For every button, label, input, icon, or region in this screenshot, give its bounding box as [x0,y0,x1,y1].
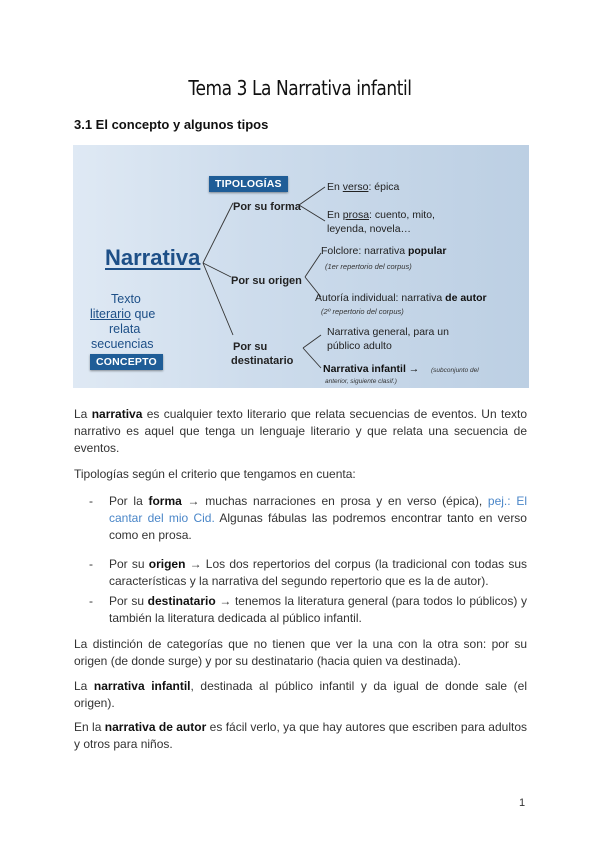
infantil-note-2: anterior, siguiente clasif.) [325,378,397,385]
concept-text-2 [90,307,155,321]
prosa-a: En [327,209,343,221]
connector-forma [203,203,233,263]
b0-c: → muchas narraciones en prosa y en verso (épica), [181,494,488,508]
general-text-2: público adulto [327,340,392,352]
infantil-a: Narrativa infantil [323,363,406,375]
autoria-note: (2º repertorio del corpus) [321,307,404,316]
paragraph-distincion: La distinción de categorías que no tienen que ver la una con la otra son: por su origen (de donde surge) y por su destinatario (hacia quien va destinada). [74,637,527,668]
p4-c: , destinada al público infantil y da igual de donde sale (el origen). [74,679,528,710]
b0-example: pej.: El cantar del mio Cid. [109,494,528,525]
concept-que: que [131,307,156,321]
infantil-note-1: (subconjunto del [431,367,479,374]
connector-verso [299,187,325,205]
prosa-b: prosa [342,209,370,221]
folclore-a: Folclore: narrativa [321,245,408,257]
bullet-origen-text [109,556,527,590]
destinatario-label-2: destinatario [231,355,294,367]
b2-c: → tenemos la literatura general (para todos lo públicos) y también la literatura dedicada al público infantil. [109,594,528,625]
bullet-forma [89,493,527,544]
folclore-text [321,245,446,257]
connector-prosa [299,205,325,221]
section-heading: 3.1 El concepto y algunos tipos [74,117,269,132]
prosa-text [327,209,435,221]
connector-folclore [305,253,321,277]
origen-label: Por su origen [231,275,302,287]
connector-general [303,335,321,348]
verso-b: verso [342,181,369,193]
concept-text-3: relata [109,322,141,336]
folclore-note: (1er repertorio del corpus) [325,262,412,271]
concept-literario: literario [90,307,131,321]
paragraph-infantil [74,678,527,712]
concept-text-4: secuencias [91,337,154,351]
p1-a: La [74,407,92,421]
p5-a: En la [74,720,105,734]
verso-a: En [327,181,343,193]
concepto-tag: CONCEPTO [90,354,163,370]
b2-a: Por su [109,594,148,608]
p4-b: narrativa infantil [93,679,191,693]
destinatario-label-1: Por su [233,341,268,353]
b1-b: origen [148,557,186,571]
bullet-forma-text [109,493,527,544]
forma-label: Por su forma [233,201,301,213]
b1-a: Por su [109,557,149,571]
verso-text [327,181,399,193]
bullet-dash: - [89,494,93,508]
p1-b: narrativa [91,407,143,421]
tipologias-tag: TIPOLOGÍAS [209,176,288,192]
bullet-dash: - [89,594,93,608]
paragraph-tipologias: Tipologías según el criterio que tengamos en cuenta: [74,467,356,481]
p4-a: La [74,679,94,693]
paragraph-narrativa [74,406,527,457]
p5-c: es fácil verlo, ya que hay autores que escriben para adultos y otros para niños. [74,720,527,751]
connector-destinatario [203,263,233,335]
bullet-destinatario [89,593,527,627]
autoria-b: de autor [445,292,487,304]
paragraph-autor [74,719,527,753]
prosa-text-2: leyenda, novela… [327,223,412,235]
general-text-1: Narrativa general, para un [327,326,449,338]
p5-b: narrativa de autor [104,720,207,734]
verso-c: : épica [368,181,400,193]
infantil-text [323,363,419,375]
connector-infantil [303,348,321,368]
narrativa-heading: Narrativa [105,245,201,270]
b1-c: → Los dos repertorios del corpus (la tradicional con todas sus características y la narrativa del segundo repertorio que es la de autor). [109,557,528,588]
concept-text-1: Texto [111,292,141,306]
b0-b: forma [148,494,182,508]
narrative-diagram [73,145,529,388]
bullet-dash: - [89,557,93,571]
connector-origen [203,263,231,277]
b0-e: Algunas fábulas las podremos encontrar tanto en verso como en prosa. [109,511,527,542]
autoria-a: Autoría individual: narrativa [315,292,446,304]
autoria-text [315,292,487,304]
bullet-origen [89,556,527,590]
folclore-b: popular [407,245,447,257]
p1-c: es cualquier texto literario que relata secuencias de eventos. Un texto narrativo es aquel que tenga un lenguaje literario y que relata una secuencia de eventos. [74,407,527,455]
b0-a: Por la [109,494,149,508]
page-number: 1 [519,797,526,809]
prosa-c: : cuento, mito, [369,209,435,221]
infantil-arrow: → [405,363,420,375]
b2-b: destinatario [147,594,216,608]
page-title: Tema 3 La Narrativa infantil [188,76,412,100]
bullet-destinatario-text [109,593,527,627]
